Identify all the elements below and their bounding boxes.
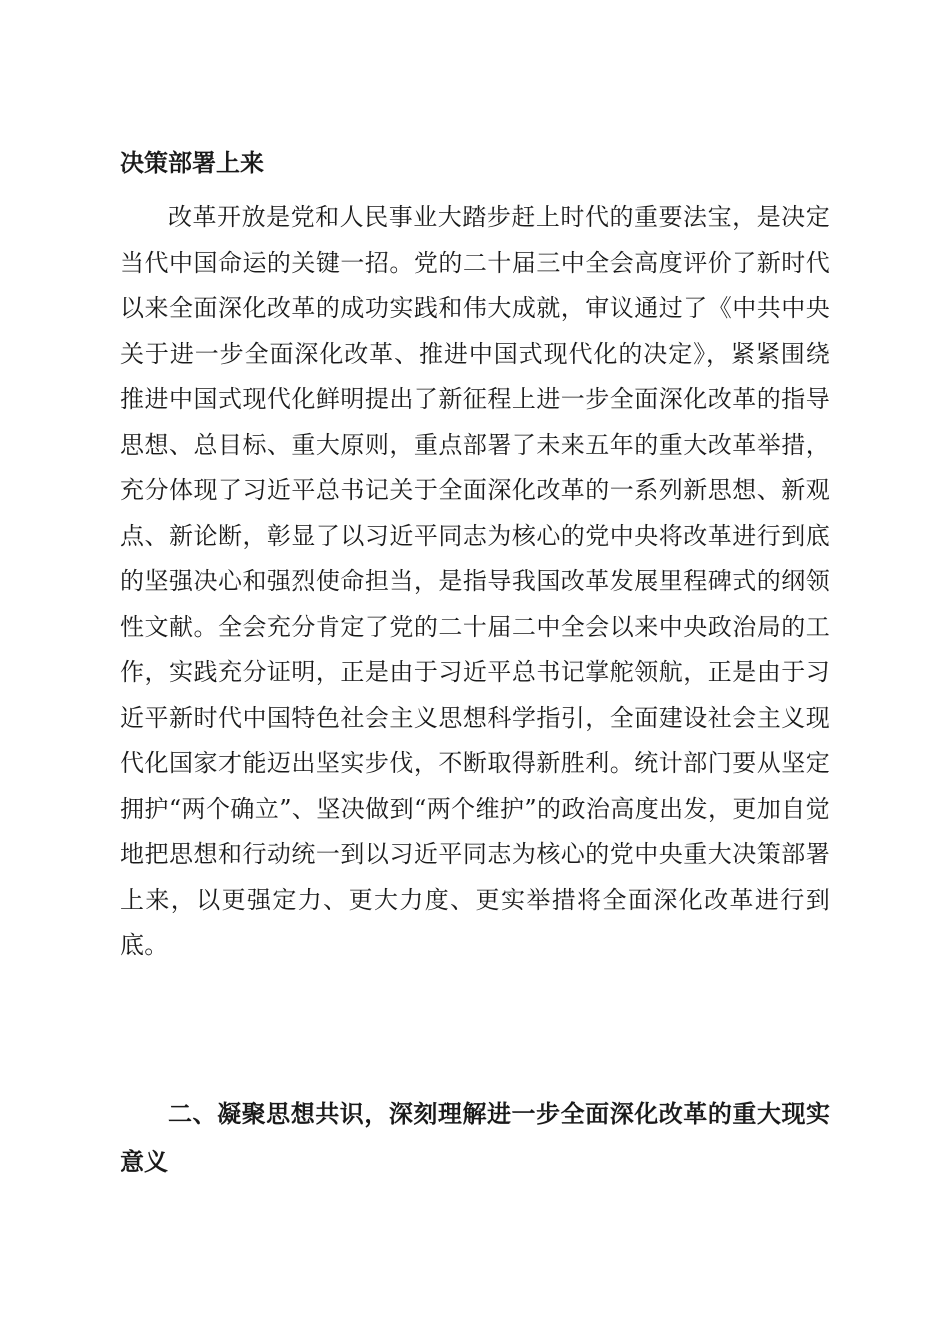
heading-continuation: 决策部署上来: [120, 149, 264, 177]
body-paragraph: 改革开放是党和人民事业大踏步赶上时代的重要法宝，是决定当代中国命运的关键一招。党的二十届三中全会高度评价了新时代以来全面深化改革的成功实践和伟大成就，审议通过了《中共中央关于进一步全面深化改革、推进中国式现代化的决定》，紧紧围绕推进中国式现代化鲜明提出了新征程上进一步全面深化改革的指导思想、总目标、重大原则，重点部署了未来五年的重大改革举措，充分体现了习近平总书记关于全面深化改革的一系列新思想、新观点、新论断，彰显了以习近平同志为核心的党中央将改革进行到底的坚强决心和强烈使命担当，是指导我国改革发展里程碑式的纲领性文献。全会充分肯定了党的二十届二中全会以来中央政治局的工作，实践充分证明，正是由于习近平总书记掌舵领航，正是由于习近平新时代中国特色社会主义思想科学指引，全面建设社会主义现代化国家才能迈出坚实步伐，不断取得新胜利。统计部门要从坚定拥护“两个确立”、坚决做到“两个维护”的政治高度出发，更加自觉地把思想和行动统一到以习近平同志为核心的党中央重大决策部署上来，以更强定力、更大力度、更实举措将全面深化改革进行到底。: [120, 203, 830, 959]
section-heading: 二、凝聚思想共识，深刻理解进一步全面深化改革的重大现实意义: [120, 1100, 830, 1176]
